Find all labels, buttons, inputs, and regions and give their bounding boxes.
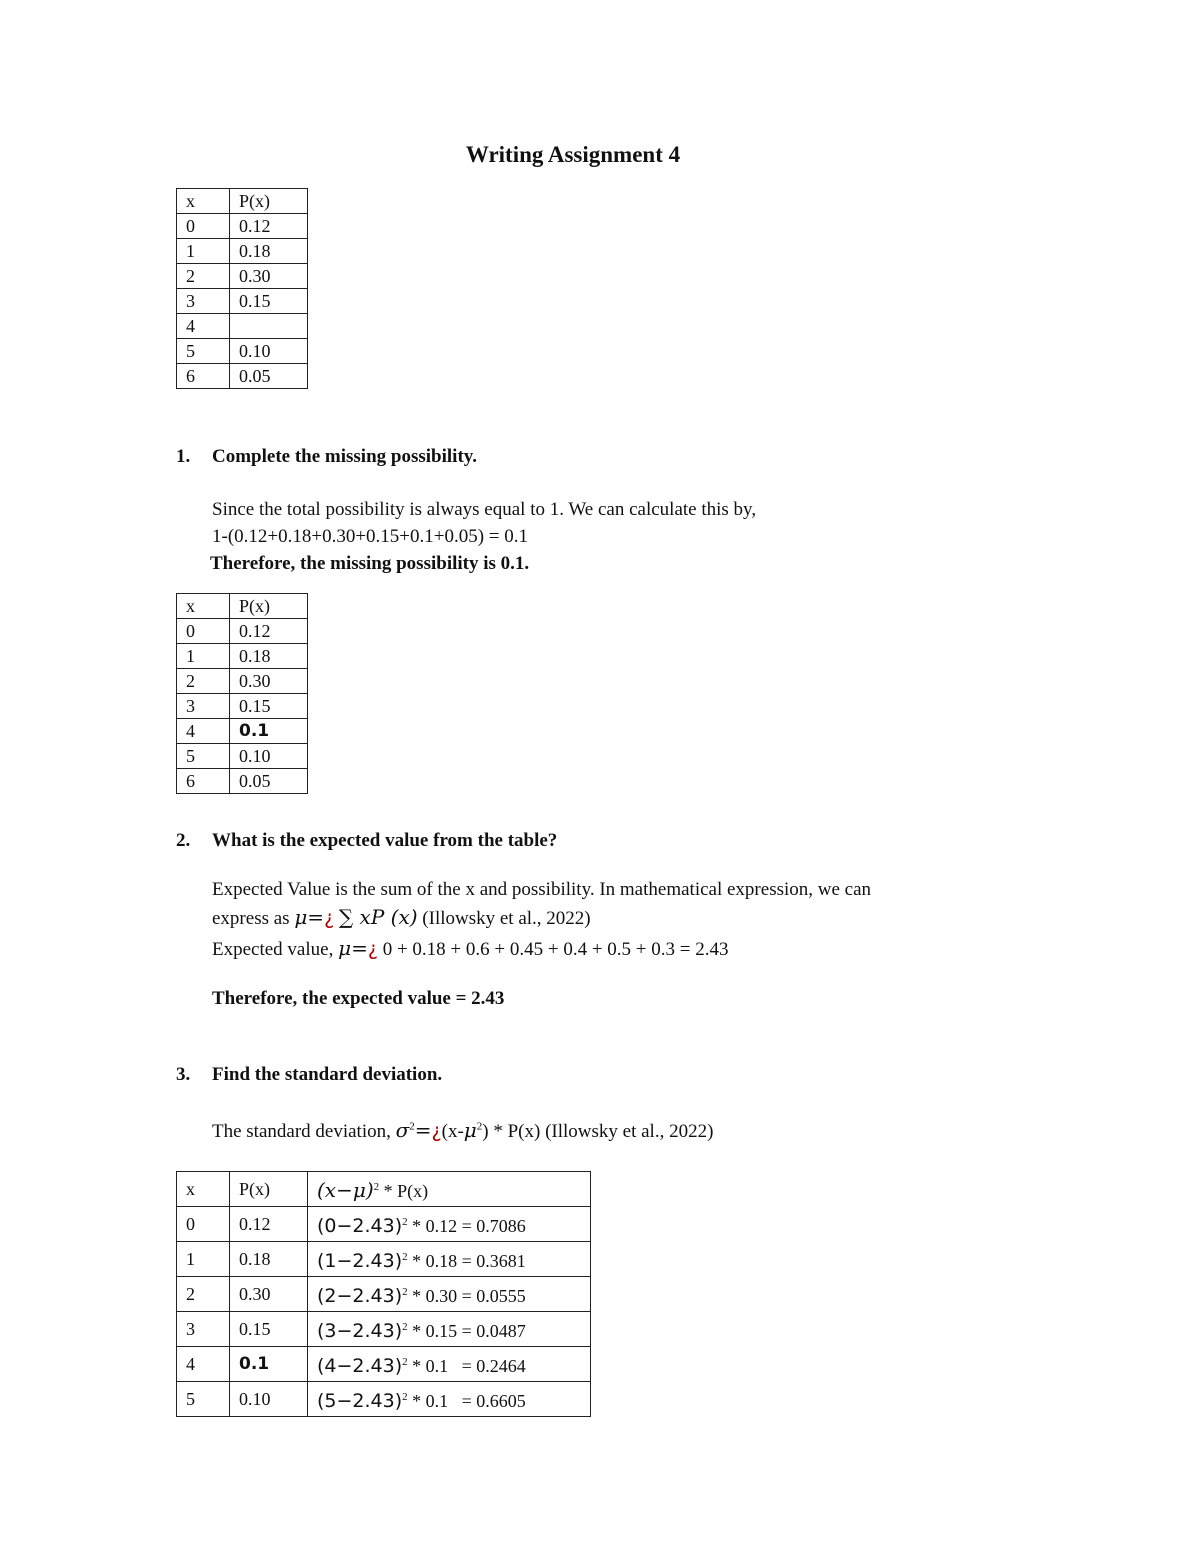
q1-conclusion: Therefore, the missing possibility is 0.1. (210, 553, 530, 574)
cell-x: 6 (177, 364, 230, 389)
q1-explanation: Since the total possibility is always equal to 1. We can calculate this by, (212, 499, 757, 520)
cell-px: 0.12 (230, 214, 308, 239)
exponent: 2 (402, 1321, 408, 1333)
equals-sign: = (414, 1118, 432, 1142)
cell-px: 0.15 (230, 1312, 308, 1347)
cell-x: 0 (177, 619, 230, 644)
cell-x: 3 (177, 289, 230, 314)
question-number: 1. (176, 446, 191, 467)
cell-x: 5 (177, 744, 230, 769)
expression-tail: * 0.15 = 0.0487 (407, 1321, 526, 1341)
mean-symbol: μ= (338, 936, 368, 960)
cell-x: 2 (177, 1277, 230, 1312)
table-header-row (177, 594, 308, 619)
q2-calc-values: 0 + 0.18 + 0.6 + 0.45 + 0.4 + 0.5 + 0.3 = 2.43 (382, 939, 729, 960)
render-error-glyph: ¿ (324, 907, 335, 929)
table-row (177, 719, 308, 744)
expression: (x−μ) (317, 1178, 374, 1202)
header-x: x (177, 1172, 230, 1207)
expression-tail: * 0.18 = 0.3681 (407, 1251, 526, 1271)
formula-part: (x- (441, 1121, 464, 1142)
table-row (177, 1207, 591, 1242)
cell-expression (308, 1347, 591, 1382)
render-error-glyph: ¿ (431, 1120, 442, 1142)
table-row (177, 1382, 591, 1417)
question-text: What is the expected value from the table? (212, 830, 558, 851)
expression-tail: * 0.12 = 0.7086 (407, 1216, 526, 1236)
cell-px: 0.30 (230, 264, 308, 289)
probability-table-complete (176, 593, 308, 794)
q1-calculation: 1-(0.12+0.18+0.30+0.15+0.1+0.05) = 0.1 (212, 526, 529, 547)
cell-px: 0.18 (230, 1242, 308, 1277)
cell-px: 0.12 (230, 1207, 308, 1242)
question-1 (176, 446, 477, 468)
header-expression (308, 1172, 591, 1207)
expression: (2−2.43) (317, 1285, 403, 1307)
question-text: Find the standard deviation. (212, 1064, 443, 1085)
cell-px: 0.15 (230, 694, 308, 719)
table-row (177, 1312, 591, 1347)
expression-tail: * 0.30 = 0.0555 (407, 1286, 526, 1306)
mean-symbol: μ (463, 1118, 477, 1142)
mean-symbol: μ= (294, 905, 325, 929)
cell-px-filled: 0.1 (230, 1347, 308, 1382)
cell-px: 0.12 (230, 619, 308, 644)
expression: (5−2.43) (317, 1390, 403, 1412)
cell-px: 0.15 (230, 289, 308, 314)
cell-expression (308, 1277, 591, 1312)
header-px: P(x) (230, 594, 308, 619)
cell-x: 4 (177, 719, 230, 744)
q2-explanation: Expected Value is the sum of the x and possibility. In mathematical expression, we can (212, 879, 872, 900)
cell-x: 5 (177, 339, 230, 364)
table-row (177, 769, 308, 794)
q2-calc-prefix: Expected value, (212, 939, 334, 960)
q2-formula-prefix: express as (212, 908, 290, 929)
cell-expression (308, 1242, 591, 1277)
expression: (4−2.43) (317, 1355, 403, 1377)
table-row (177, 744, 308, 769)
table-row (177, 619, 308, 644)
expression: (0−2.43) (317, 1215, 403, 1237)
cell-x: 3 (177, 1312, 230, 1347)
exponent: 2 (402, 1391, 408, 1403)
exponent: 2 (373, 1181, 380, 1193)
cell-expression (308, 1207, 591, 1242)
cell-px: 0.10 (230, 1382, 308, 1417)
header-x: x (177, 594, 230, 619)
expression: (3−2.43) (317, 1320, 403, 1342)
table-row (177, 264, 308, 289)
header-px: P(x) (230, 1172, 308, 1207)
table-header-row (177, 1172, 591, 1207)
cell-px: 0.30 (230, 669, 308, 694)
exponent: 2 (402, 1286, 408, 1298)
table-row (177, 1242, 591, 1277)
cell-x: 1 (177, 239, 230, 264)
exponent: 2 (402, 1356, 408, 1368)
sigma-symbol: σ (395, 1118, 410, 1142)
formula-tail: ) * P(x) (Illowsky et al., 2022) (482, 1121, 714, 1142)
table-row (177, 694, 308, 719)
cell-px: 0.10 (230, 339, 308, 364)
expression-tail: * P(x) (379, 1181, 429, 1201)
probability-table-incomplete (176, 188, 308, 389)
table-row (177, 1277, 591, 1312)
table-row (177, 1347, 591, 1382)
q2-conclusion: Therefore, the expected value = 2.43 (212, 988, 505, 1009)
cell-px: 0.18 (230, 644, 308, 669)
cell-x: 4 (177, 314, 230, 339)
cell-px-filled: 0.1 (230, 719, 308, 744)
expression-tail: * 0.1 = 0.6605 (407, 1391, 526, 1411)
expression-tail: * 0.1 = 0.2464 (407, 1356, 526, 1376)
cell-expression (308, 1382, 591, 1417)
table-row (177, 339, 308, 364)
cell-x: 1 (177, 1242, 230, 1277)
table-row (177, 364, 308, 389)
q2-formula-line (212, 905, 591, 930)
cell-px: 0.05 (230, 769, 308, 794)
header-px: P(x) (230, 189, 308, 214)
table-row (177, 669, 308, 694)
table-row (177, 289, 308, 314)
cell-x: 3 (177, 694, 230, 719)
question-3 (176, 1064, 442, 1086)
cell-expression (308, 1312, 591, 1347)
question-number: 2. (176, 830, 191, 851)
exponent: 2 (402, 1216, 408, 1228)
question-text: Complete the missing possibility. (212, 446, 477, 467)
question-2 (176, 830, 557, 852)
citation: (Illowsky et al., 2022) (422, 908, 591, 929)
cell-px: 0.18 (230, 239, 308, 264)
cell-px-missing (230, 314, 308, 339)
exponent: 2 (409, 1120, 415, 1133)
header-x: x (177, 189, 230, 214)
expression: (1−2.43) (317, 1250, 403, 1272)
exponent: 2 (476, 1120, 483, 1133)
cell-px: 0.05 (230, 364, 308, 389)
sum-expression: ∑ xP (x) (338, 905, 418, 929)
table-row (177, 644, 308, 669)
table-row (177, 314, 308, 339)
cell-px: 0.30 (230, 1277, 308, 1312)
table-row (177, 239, 308, 264)
table-header-row (177, 189, 308, 214)
cell-x: 6 (177, 769, 230, 794)
cell-x: 4 (177, 1347, 230, 1382)
cell-px: 0.10 (230, 744, 308, 769)
cell-x: 0 (177, 214, 230, 239)
cell-x: 1 (177, 644, 230, 669)
cell-x: 2 (177, 669, 230, 694)
cell-x: 2 (177, 264, 230, 289)
cell-x: 0 (177, 1207, 230, 1242)
page-title: Writing Assignment 4 (465, 142, 681, 167)
render-error-glyph: ¿ (367, 938, 378, 960)
q3-formula-line (212, 1118, 713, 1143)
table-row (177, 214, 308, 239)
cell-x: 5 (177, 1382, 230, 1417)
standard-deviation-table (176, 1171, 591, 1417)
q2-calculation-line (212, 936, 728, 961)
q3-formula-prefix: The standard deviation, (212, 1121, 391, 1142)
exponent: 2 (402, 1251, 408, 1263)
question-number: 3. (176, 1064, 191, 1085)
